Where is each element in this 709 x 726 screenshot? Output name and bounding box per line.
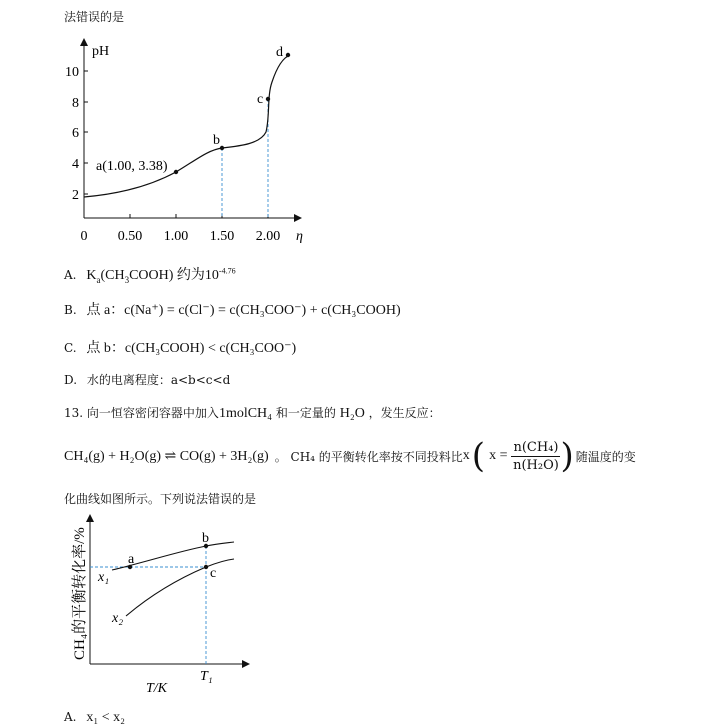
q12-option-c [64, 337, 296, 357]
q13-x-var: x [462, 448, 470, 463]
option-c-letter: C. [64, 341, 77, 355]
point-d-label: d [276, 45, 283, 60]
option-c-text: 点 b：c(CH₃COOH) < c(CH₃COO⁻) [86, 341, 297, 356]
q12-option-d [64, 371, 230, 388]
q13-fraction [511, 440, 560, 473]
x-tick-050: 0.50 [117, 229, 143, 244]
intro-fragment: 法错误的是 [64, 10, 125, 24]
y-tick-10: 10 [65, 65, 79, 80]
point-b-label: b [202, 531, 209, 546]
x-tick-200: 2.00 [255, 229, 281, 244]
y-tick-4: 4 [72, 157, 79, 172]
q13-stem-line3: 化曲线如图所示。下列说法错误的是 [64, 492, 257, 506]
option-b-letter: B. [64, 303, 77, 317]
option-d-text: 水的电离程度：a<b<c<d [86, 373, 231, 387]
q12-option-a [64, 264, 236, 285]
q13-stem-part1: 向一恒容密闭容器中加入 [86, 406, 219, 420]
y-axis-label: CH₄的平衡转化率/% [72, 527, 88, 660]
point-c [204, 565, 208, 569]
q13-amount: 1molCH₄ [218, 406, 273, 421]
q13-option-a-letter: A. [64, 710, 77, 724]
q13-stem-part2: 和一定量的 [275, 406, 336, 420]
y-tick-8: 8 [72, 96, 79, 111]
x-axis-label: T/K [146, 681, 168, 696]
curve-x1-label: x₁ [98, 570, 110, 585]
option-d-letter: D. [64, 373, 78, 387]
point-a-label: a(1.00, 3.38) [96, 159, 168, 174]
point-c-label: c [210, 566, 217, 581]
curve-x2 [126, 559, 234, 616]
q13-stem-tail: 随温度的变 [575, 449, 636, 464]
q13-option-a-text: x₁ < x₂ [86, 710, 125, 725]
titration-curve [84, 55, 290, 197]
q13-stem-part3: ，发生反应： [368, 406, 441, 420]
y-tick-6: 6 [72, 126, 79, 141]
y-tick-2: 2 [72, 188, 79, 203]
point-c [266, 97, 270, 101]
point-c-label: c [257, 92, 264, 107]
point-d [286, 53, 290, 57]
frac-denominator: n(H₂O) [513, 457, 559, 473]
conversion-chart [66, 514, 256, 700]
option-a-math: $K_a(CH_3COOH)$ 约为$10^{-4.76}$ [86, 266, 236, 285]
q13-option-a [64, 710, 125, 726]
q13-eq-suffix: 。 CH₄ 的平衡转化率按不同投料比 [274, 449, 463, 464]
y-axis-label: pH [92, 44, 110, 59]
curve-x2-label: x₂ [112, 611, 124, 626]
titration-chart [60, 36, 320, 248]
q13-equation: CH₄(g) + H₂O(g) ⇌ CO(g) + 3H₂(g) [64, 448, 269, 464]
q13-equation-line: CH₄(g) + H₂O(g) ⇌ CO(g) + 3H₂(g) 。 CH₄ 的平衡转化率按不同投料比 x ( x = $\frac{\text{n(CH₄)}}{\text{n(H₂O)}}$ ) 随温度的变 [64, 436, 636, 476]
q13-stem-line1 [64, 404, 441, 422]
x-origin-label: 0 [80, 229, 88, 244]
option-a-letter: A. [64, 268, 77, 282]
q12-option-b [64, 299, 401, 319]
q13-h2o: H₂O [339, 406, 365, 421]
option-b-text: 点 a：c(Na⁺) = c(Cl⁻) = c(CH₃COO⁻) + c(CH₃COOH) [86, 303, 401, 318]
x-tick-100: 1.00 [163, 229, 189, 244]
y-ticks [84, 71, 88, 194]
q13-number: 13. [64, 406, 84, 420]
point-a [174, 170, 178, 174]
x-ticks [130, 214, 268, 218]
x-tick-150: 1.50 [209, 229, 235, 244]
q13-x-eq: x = [489, 448, 508, 463]
point-b [220, 146, 224, 150]
x-axis-label: η [296, 229, 303, 244]
point-a-label: a [128, 552, 135, 567]
t1-label: T₁ [200, 669, 213, 684]
point-b-label: b [213, 133, 220, 148]
frac-numerator: n(CH₄) [513, 439, 559, 455]
